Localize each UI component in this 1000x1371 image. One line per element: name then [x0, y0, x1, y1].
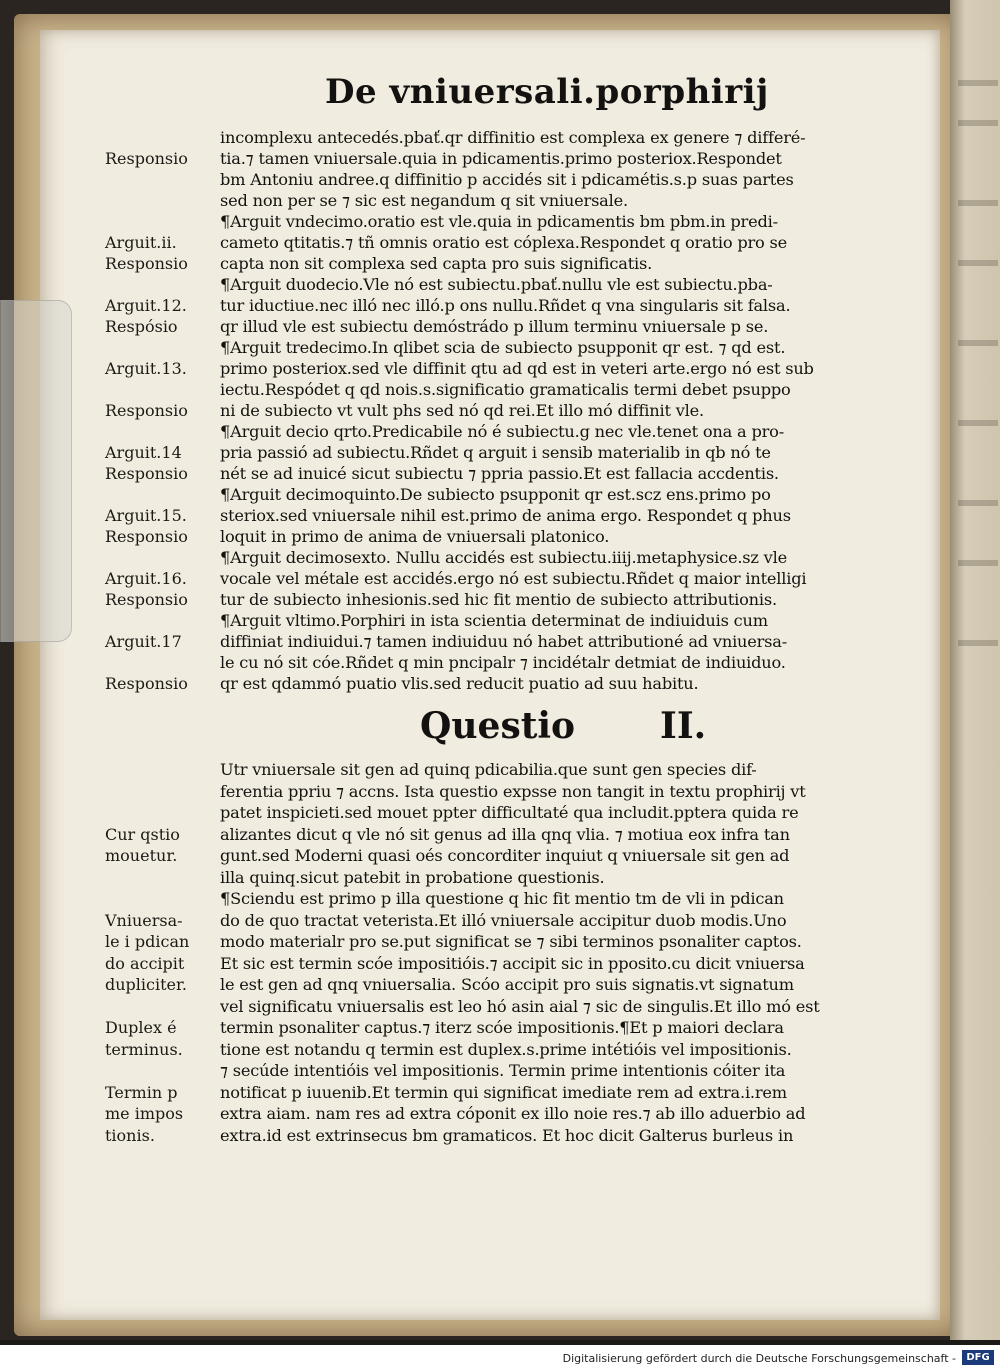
- body-text: ¶Arguit decio qrto.Predicabile nó é subiectu.g nec vle.tenet ona a pro-: [220, 422, 784, 441]
- text-line: [105, 464, 875, 485]
- marginal-note: tionis.: [105, 1125, 155, 1145]
- text-block-arguments: [105, 128, 875, 695]
- marginal-note: Responsio: [105, 149, 188, 168]
- body-text: ferentia ppriu ⁊ accns. Ista questio expsse non tangit in textu prophirij vt: [220, 781, 806, 801]
- body-text: ⁊ secúde intentióis vel impositionis. Termin prime intentionis cóiter ita: [220, 1061, 786, 1080]
- text-line: [105, 825, 875, 847]
- text-line: [105, 191, 875, 212]
- question-heading-number: II.: [660, 705, 707, 747]
- plastic-clip: [0, 300, 72, 642]
- marginal-note: Responsio: [105, 464, 188, 483]
- text-line: [105, 401, 875, 422]
- marginal-note: le i pdican: [105, 932, 190, 951]
- text-line: [105, 170, 875, 191]
- body-text: tione est notandu q termin est duplex.s.prime intétióis vel impositionis.: [220, 1039, 792, 1059]
- text-line: [105, 1083, 875, 1105]
- text-line: [105, 296, 875, 317]
- marginal-note: Respósio: [105, 317, 178, 336]
- text-line: [105, 803, 875, 825]
- body-text: Et sic est termin scóe impositióis.⁊ accipit sic in pposito.cu dicit vniuersa: [220, 953, 805, 973]
- body-text: le cu nó sit cóe.Rñdet q min pncipalr ⁊ incidétalr detmiat de indiuiduo.: [220, 653, 786, 672]
- marginal-note: Responsio: [105, 401, 188, 420]
- text-line: [105, 338, 875, 359]
- marginal-note: Arguit.17: [105, 632, 182, 651]
- dfg-logo: DFG: [962, 1350, 994, 1365]
- marginal-note: Termin p: [105, 1082, 178, 1102]
- text-line: [105, 997, 875, 1019]
- text-line: [105, 954, 875, 976]
- body-text: cameto qtitatis.⁊ tñ omnis oratio est cóplexa.Respondet q oratio pro se: [220, 233, 787, 252]
- marginal-note: Duplex é: [105, 1018, 177, 1037]
- body-text: extra aiam. nam res ad extra cóponit ex illo noie res.⁊ ab illo aduerbio ad: [220, 1104, 806, 1123]
- body-text: termin psonaliter captus.⁊ iterz scóe impositionis.¶Et p maiori declara: [220, 1018, 784, 1037]
- body-text: capta non sit complexa sed capta pro suis significatis.: [220, 254, 653, 273]
- marginal-note: Arguit.ii.: [105, 233, 177, 252]
- question-heading-word: Questio: [420, 705, 576, 747]
- text-line: [105, 569, 875, 590]
- body-text: ¶Arguit decimosexto. Nullu accidés est subiectu.iiij.metaphysice.sz vle: [220, 548, 787, 567]
- marginal-note: do accipit: [105, 953, 185, 973]
- body-text: ni de subiecto vt vult phs sed nó qd rei.Et illo mó diffinit vle.: [220, 401, 704, 420]
- body-text: vel significatu vniuersalis est leo hó asin aial ⁊ sic de singulis.Et illo mó est: [220, 996, 820, 1016]
- text-line: [105, 932, 875, 954]
- text-line: [105, 380, 875, 401]
- body-text: ¶Arguit vndecimo.oratio est vle.quia in pdicamentis bm pbm.in predi-: [220, 212, 778, 231]
- body-text: Utr vniuersale sit gen ad quinq pdicabilia.que sunt gen species dif-: [220, 760, 757, 779]
- marginal-note: mouetur.: [105, 846, 178, 865]
- text-line: [105, 254, 875, 275]
- marginal-note: Responsio: [105, 590, 188, 609]
- body-text: patet inspicieti.sed mouet ppter difficultaté qua includit.pptera quida re: [220, 803, 799, 822]
- running-head: De vniuersali.porphirij: [325, 72, 769, 112]
- text-line: [105, 632, 875, 653]
- text-line: [105, 846, 875, 868]
- body-text: illa quinq.sicut patebit in probatione questionis.: [220, 867, 605, 887]
- text-line: [105, 1040, 875, 1062]
- body-text: steriox.sed vniuersale nihil est.primo de anima ergo. Respondet q phus: [220, 506, 791, 525]
- body-text: tur iductiue.nec illó nec illó.p ons nullu.Rñdet q vna singularis sit falsa.: [220, 296, 791, 315]
- text-line: [105, 548, 875, 569]
- question-heading: [420, 705, 870, 749]
- body-text: le est gen ad qnq vniuersalia. Scóo accipit pro suis signatis.vt signatum: [220, 975, 794, 994]
- marginal-note: dupliciter.: [105, 975, 187, 994]
- text-line: [105, 128, 875, 149]
- text-line: [105, 674, 875, 695]
- marginal-note: Arguit.13.: [105, 359, 187, 378]
- text-line: [105, 317, 875, 338]
- body-text: diffiniat indiuidui.⁊ tamen indiuiduu nó habet attributioné ad vniuersa-: [220, 632, 788, 651]
- body-text: pria passió ad subiectu.Rñdet q arguit i sensib materialib in qb nó te: [220, 443, 771, 462]
- text-line: [105, 275, 875, 296]
- marginal-note: Responsio: [105, 674, 188, 693]
- text-line: [105, 760, 875, 782]
- text-line: [105, 653, 875, 674]
- marginal-note: Arguit.12.: [105, 296, 187, 315]
- text-line: [105, 443, 875, 464]
- marginal-note: terminus.: [105, 1039, 183, 1059]
- body-text: ¶Arguit tredecimo.In qlibet scia de subiecto psupponit qr est. ⁊ qd est.: [220, 338, 786, 357]
- text-line: [105, 1104, 875, 1126]
- body-text: qr est qdammó puatio vlis.sed reducit puatio ad suu habitu.: [220, 674, 699, 693]
- text-line: [105, 889, 875, 911]
- body-text: gunt.sed Moderni quasi oés concorditer inquiut q vniuersale sit gen ad: [220, 846, 790, 865]
- body-text: extra.id est extrinsecus bm gramaticos. Et hoc dicit Galterus burleus in: [220, 1125, 794, 1145]
- text-line: [105, 1126, 875, 1148]
- body-text: bm Antoniu andree.q diffinitio p accidés sit i pdicamétis.s.p suas partes: [220, 170, 794, 189]
- text-line: [105, 485, 875, 506]
- text-line: [105, 590, 875, 611]
- body-text: loquit in primo de anima de vniuersali platonico.: [220, 527, 610, 546]
- text-line: [105, 868, 875, 890]
- body-text: ¶Arguit vltimo.Porphiri in ista scientia determinat de indiuiduis cum: [220, 611, 768, 630]
- body-text: ¶Arguit decimoquinto.De subiecto psupponit qr est.scz ens.primo po: [220, 485, 771, 504]
- marginal-note: Arguit.16.: [105, 569, 187, 588]
- marginal-note: Arguit.14: [105, 443, 182, 462]
- text-line: [105, 1061, 875, 1083]
- marginal-note: Responsio: [105, 527, 188, 546]
- body-text: alizantes dicut q vle nó sit genus ad illa qnq vlia. ⁊ motiua eox infra tan: [220, 824, 790, 844]
- footer-bar: [0, 1345, 1000, 1371]
- marginal-note: Arguit.15.: [105, 506, 187, 525]
- text-line: [105, 782, 875, 804]
- marginal-note: me impos: [105, 1104, 184, 1123]
- text-line: [105, 212, 875, 233]
- text-line: [105, 422, 875, 443]
- text-line: [105, 1018, 875, 1040]
- body-text: tur de subiecto inhesionis.sed hic fit mentio de subiecto attributionis.: [220, 590, 777, 609]
- body-text: qr illud vle est subiectu demóstrádo p illum terminu vniuersale p se.: [220, 317, 769, 336]
- text-line: [105, 527, 875, 548]
- footer-credit: Digitalisierung gefördert durch die Deutsche Forschungsgemeinschaft -: [562, 1352, 956, 1365]
- body-text: ¶Sciendu est primo p illa questione q hic fit mentio tm de vli in pdican: [220, 889, 784, 908]
- text-line: [105, 359, 875, 380]
- text-line: [105, 975, 875, 997]
- body-text: nét se ad inuicé sicut subiectu ⁊ ppria passio.Et est fallacia accdentis.: [220, 464, 779, 483]
- body-text: tia.⁊ tamen vniuersale.quia in pdicamentis.primo posteriox.Respondet: [220, 149, 782, 168]
- marginal-note: Responsio: [105, 254, 188, 273]
- text-line: [105, 506, 875, 527]
- text-line: [105, 611, 875, 632]
- body-text: sed non per se ⁊ sic est negandum q sit vniuersale.: [220, 191, 628, 210]
- body-text: notificat p iuuenib.Et termin qui significat imediate rem ad extra.i.rem: [220, 1082, 787, 1102]
- text-line: [105, 149, 875, 170]
- body-text: incomplexu antecedés.pbať.qr diffinitio est complexa ex genere ⁊ differé-: [220, 128, 806, 147]
- body-text: primo posteriox.sed vle diffinit qtu ad qd est in veteri arte.ergo nó est sub: [220, 359, 814, 378]
- text-block-question: [105, 760, 875, 1147]
- text-line: [105, 233, 875, 254]
- body-text: ¶Arguit duodecio.Vle nó est subiectu.pbať.nullu vle est subiectu.pba-: [220, 275, 773, 294]
- marginal-note: Cur qstio: [105, 824, 180, 844]
- body-text: iectu.Respódet q qd nois.s.significatio gramaticalis termi debet psuppo: [220, 380, 791, 399]
- body-text: modo materialr pro se.put significat se ⁊ sibi terminos psonaliter captos.: [220, 932, 802, 951]
- marginal-note: Vniuersa-: [105, 910, 183, 930]
- body-text: do de quo tractat veterista.Et illó vniuersale accipitur duob modis.Uno: [220, 910, 787, 930]
- text-line: [105, 911, 875, 933]
- body-text: vocale vel métale est accidés.ergo nó est subiectu.Rñdet q maior intelligi: [220, 569, 807, 588]
